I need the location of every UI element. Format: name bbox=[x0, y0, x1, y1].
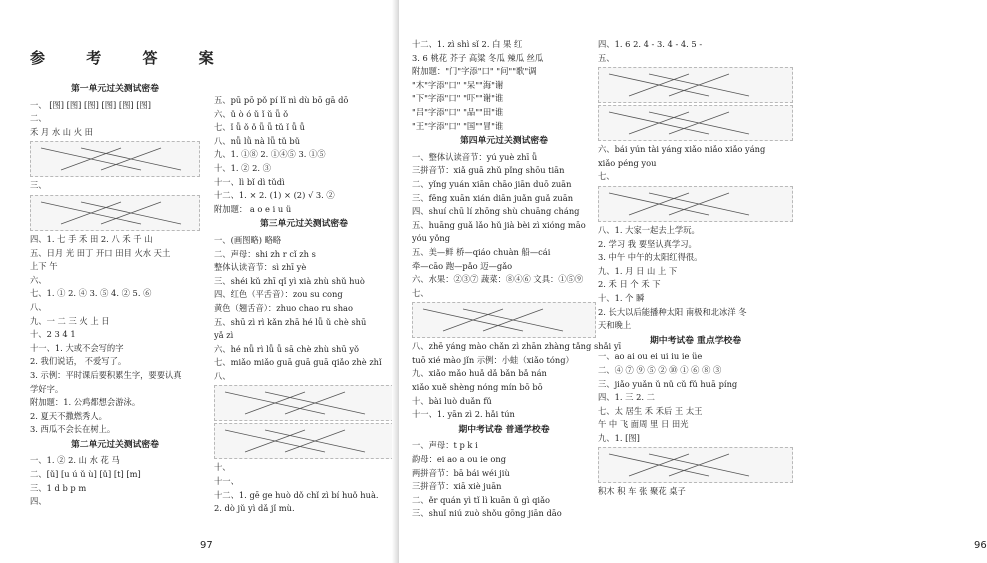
answer-line: 2. 长大以后能播种太阳 南极和北冰洋 冬 bbox=[598, 306, 747, 317]
answer-line: 天和晚上 bbox=[598, 320, 632, 331]
answer-line: xiǎo péng you bbox=[598, 157, 657, 168]
answer-line: 上下 午 bbox=[30, 261, 58, 272]
answer-line: 五、shū zì rì kǎn zhā hé lǚ ǔ chè shū bbox=[214, 316, 367, 327]
left-column-2 bbox=[214, 94, 394, 516]
answer-line: 韵母：ei ao a ou ie ong bbox=[412, 454, 507, 465]
answer-line: 十一、 bbox=[214, 476, 239, 487]
answer-line: 2. 学习 我 要坚认真学习。 bbox=[598, 238, 697, 249]
figure-lines bbox=[31, 142, 199, 176]
answer-line: 附加题：1. 公鸡都想会游泳。 bbox=[30, 397, 141, 408]
answer-line: 2. 禾 日 个 禾 下 bbox=[598, 279, 661, 290]
matching-line bbox=[669, 112, 729, 134]
answer-line: 三、 bbox=[30, 180, 47, 191]
answer-line: 三、1 d b p m bbox=[30, 482, 87, 493]
right-column-2 bbox=[598, 38, 793, 499]
matching-line bbox=[669, 193, 729, 215]
answer-line: 二、[ǔ] [u ú ǔ ù] [ǔ] [t] [m] bbox=[30, 469, 141, 480]
answer-line: 午 中 飞 面周 里 日 田光 bbox=[598, 419, 689, 430]
answer-line: 十、1. 个 瞬 bbox=[598, 292, 645, 303]
answer-line: 一、声母：t p k i bbox=[412, 440, 478, 451]
answer-line: 2. 夏天不撒燃秀人。 bbox=[30, 410, 107, 421]
answer-line: 四、1. 七 手 禾 田 2. 八 禾 千 山 bbox=[30, 233, 153, 244]
answer-line: 七、 bbox=[598, 171, 615, 182]
answer-line: 七、 bbox=[412, 287, 429, 298]
matching-line bbox=[245, 392, 305, 414]
matching-line bbox=[629, 112, 689, 134]
answer-line: 五、huāng guǎ lǎo hǔ jià bèi zì xióng māo bbox=[412, 219, 586, 230]
answer-line: 十、 bbox=[214, 462, 231, 473]
matching-line bbox=[629, 454, 689, 476]
answer-line: 两拼音节：bā bái wéi jiù bbox=[412, 467, 510, 478]
section-heading: 期中考试卷 普通学校卷 bbox=[458, 424, 550, 435]
answer-line: 十一、1. 大或不会写的字 bbox=[30, 342, 124, 353]
answer-line: 四、1. 6 2. 4 - 3. 4 - 4. 5 - bbox=[598, 39, 703, 49]
answer-line: 四、 bbox=[30, 496, 47, 507]
answer-line: 二、ěr quán yì tǐ lì kuān ǔ gì qiǎo bbox=[412, 494, 551, 505]
answer-figure bbox=[598, 447, 793, 483]
matching-line bbox=[101, 148, 161, 170]
answer-line: 附加题： a o e i u ü bbox=[214, 203, 292, 214]
page-number-right: 96 bbox=[974, 540, 987, 551]
figure-lines bbox=[215, 424, 393, 458]
answer-line: 六、ǔ ò ó ǔ ǐ ǔ ǚ ǒ bbox=[214, 108, 289, 119]
figure-lines bbox=[413, 303, 595, 337]
figure-lines bbox=[599, 448, 792, 482]
answer-line: 二、④ ⑦ ⑨ ⑤ ② ⑩ ① ⑥ ⑧ ③ bbox=[598, 364, 722, 375]
figure-lines bbox=[599, 106, 792, 140]
answer-line: "王"字添"口" "国""冒"谁 bbox=[412, 120, 504, 131]
matching-line bbox=[285, 430, 345, 452]
answer-line: yóu yǒng bbox=[412, 233, 451, 244]
matching-line bbox=[61, 148, 121, 170]
section-heading: 期中考试卷 重点学校卷 bbox=[649, 335, 742, 346]
col2-content bbox=[214, 94, 394, 516]
answer-line: 五、 bbox=[598, 52, 615, 63]
answer-line: 六、hé nǚ rì lǚ ǚ sā chè zhù shū yǒ bbox=[214, 343, 360, 354]
answer-line: 3. 6 桃花 芥子 高粱 冬瓜 辣瓜 丝瓜 bbox=[412, 52, 544, 63]
answer-figure bbox=[412, 302, 596, 338]
figure-lines bbox=[215, 386, 393, 420]
answer-line: yǎ zì bbox=[214, 330, 234, 341]
answer-line: 三、shuǐ niú zuò shǒu gōng jiān dāo bbox=[412, 508, 562, 519]
answer-line: 十一、1. yān zì 2. hǎi tún bbox=[412, 409, 515, 420]
answer-line: 十、1. ② 2. ③ bbox=[214, 162, 271, 173]
answer-line: 一、 [图] [图] [图] [图] [图] [图] bbox=[30, 99, 152, 110]
answer-line: 八、zhē yáng mào chǎn zì zhān zhàng tǎng shǎi yī bbox=[412, 341, 622, 352]
answer-line: 八、 bbox=[214, 370, 231, 381]
answer-line: 一、1. ② 2. 山 水 花 马 bbox=[30, 455, 120, 466]
answer-line: 七、ǐ ǚ ǒ ǒ ǚ ǚ tǔ ǐ ǚ ǚ bbox=[214, 122, 306, 133]
answer-line: 十一、lì bǐ dì tǔdì bbox=[214, 176, 285, 187]
matching-line bbox=[629, 193, 689, 215]
answer-key-title: 参 考 答 案 bbox=[30, 49, 232, 67]
matching-line bbox=[443, 309, 503, 331]
answer-line: 2. 我们说话， 不爱写了。 bbox=[30, 356, 127, 367]
answer-line: 牵—cāo 跑—pǎo 迈—gǎo bbox=[412, 260, 513, 271]
answer-line: 九、1. 月 日 山 上 下 bbox=[598, 265, 678, 276]
answer-line: 八、 bbox=[30, 301, 47, 312]
answer-line: 七、miǎo miǎo guā guā guā qiǎo zhè zhǐ bbox=[214, 357, 382, 368]
col4-content bbox=[598, 38, 793, 499]
matching-line bbox=[669, 74, 729, 96]
answer-line: 黄色（翘舌音）：zhuo chao ru shao bbox=[214, 302, 353, 313]
answer-line: 四、红色（平舌音）：zou su cong bbox=[214, 289, 343, 300]
matching-line bbox=[629, 74, 689, 96]
matching-line bbox=[285, 392, 345, 414]
answer-line: 三、jiǎo yuǎn ǔ nǔ cǔ fǔ huā píng bbox=[598, 378, 738, 389]
answer-line: 三拼音节：xiǎ guā zhǔ pǐng shōu tiān bbox=[412, 165, 565, 176]
answer-line: 六、 bbox=[30, 274, 47, 285]
answer-line: 十、2 3 4 1 bbox=[30, 329, 76, 340]
answer-figure bbox=[598, 67, 793, 103]
answer-line: 禾 月 水 山 火 田 bbox=[30, 126, 93, 137]
answer-line: 2. dò jǔ yì dǎ jǐ mù. bbox=[214, 503, 295, 514]
matching-line bbox=[101, 202, 161, 224]
page-number-left: 97 bbox=[200, 540, 213, 551]
answer-line: 3. 西瓜不会长在树上。 bbox=[30, 424, 116, 435]
answer-line: 五、日月 光 田丁 开口 田目 火水 天土 bbox=[30, 247, 171, 258]
answer-line: 学好字。 bbox=[30, 383, 64, 394]
answer-line: 九、一 二 三 火 上 日 bbox=[30, 315, 110, 326]
answer-line: 六、水果：②③⑦ 蔬菜：⑧④⑥ 文具：①⑤⑨ bbox=[412, 274, 584, 285]
right-page bbox=[398, 0, 987, 563]
answer-line: 六、bái yún tài yáng xiǎo niǎo xiǎo yáng bbox=[598, 144, 766, 155]
answer-line: 八、1. 大家一起去上学玩。 bbox=[598, 224, 700, 235]
answer-line: "下"字添"口" "吓""谢"谁 bbox=[412, 93, 504, 104]
section-heading: 第四单元过关测试密卷 bbox=[460, 136, 548, 147]
section-heading: 第二单元过关测试密卷 bbox=[71, 439, 159, 450]
answer-line: 十二、1. gē ge huò dǒ chǐ zì bí huǒ huà. bbox=[214, 489, 379, 500]
answer-figure bbox=[598, 105, 793, 141]
section-heading: 第一单元过关测试密卷 bbox=[71, 84, 159, 94]
answer-line: 十二、1. zì shì sǐ 2. 白 果 红 bbox=[412, 39, 523, 49]
answer-line: 七、太 居生 禾 禾后 王 太王 bbox=[598, 405, 703, 416]
answer-line: 整体认读音节：sì zhī yè bbox=[214, 262, 307, 273]
answer-line: 二、 bbox=[30, 113, 47, 124]
answer-line: 一、整体认读音节：yú yuè zhī ǚ bbox=[412, 151, 538, 162]
answer-line: 五、pū pō pǒ pí lǐ nì dù bō gā dō bbox=[214, 95, 349, 105]
answer-line: 八、nǚ lǜ nà lǚ tǔ bǔ bbox=[214, 135, 301, 146]
answer-figure bbox=[30, 141, 200, 177]
matching-line bbox=[61, 202, 121, 224]
answer-line: 二、声母：shi zh r cǐ zh s bbox=[214, 248, 316, 259]
figure-lines bbox=[599, 68, 792, 102]
answer-line: 十、bài luò duǎn fǔ bbox=[412, 395, 492, 406]
answer-line: "木"字添"口" "呆""海"谢 bbox=[412, 79, 504, 90]
answer-line: 四、shuí chū lí zhōng shù chuāng cháng bbox=[412, 206, 580, 217]
answer-line: 一、(画图略) 略略 bbox=[214, 234, 282, 245]
answer-line: 三拼音节：xiā xiè juān bbox=[412, 481, 502, 492]
answer-line: 九、1. [图] bbox=[598, 432, 640, 443]
answer-line: 3. 示例：平时课后要积累生字，要要认真 bbox=[30, 369, 182, 380]
matching-line bbox=[245, 430, 305, 452]
answer-line: 九、1. ①⑧ 2. ①④⑤ 3. ①⑤ bbox=[214, 149, 326, 160]
answer-figure bbox=[214, 423, 394, 459]
answer-figure bbox=[30, 195, 200, 231]
answer-line: 二、yǐng yuán xiān chāo jiān duō zuān bbox=[412, 178, 572, 189]
answer-line: 四、1. 三 2. 二 bbox=[598, 392, 655, 403]
answer-line: 积木 积 车 张 聚花 桌子 bbox=[598, 486, 686, 497]
answer-line: 3. 中午 中午的太阳红得很。 bbox=[598, 252, 703, 263]
answer-line: 九、xiǎo mǎo huǎ dǎ bǎn bǎ nán bbox=[412, 368, 547, 379]
answer-line: 三、fēng xuān xián diān juǎn guǎ zuān bbox=[412, 192, 574, 203]
answer-line: 三、shéi kǔ zhī qǐ yì xià zhù shǔ huò bbox=[214, 275, 365, 286]
answer-figure bbox=[214, 385, 394, 421]
col1-content bbox=[30, 83, 200, 509]
figure-lines bbox=[599, 187, 792, 221]
answer-line: tuō xié mào jǐn 示例：小蛙（xiǎo tóng） bbox=[412, 354, 574, 365]
answer-line: "吕"字添"口" "品""田"谁 bbox=[412, 106, 504, 117]
answer-line: 一、ao ai ou ei ui iu ie üe bbox=[598, 351, 703, 362]
left-page bbox=[0, 0, 399, 563]
answer-line: xiǎo xuě shèng nóng mín bō bō bbox=[412, 382, 543, 393]
answer-line: 五、美—鲜 桥—qiáo chuàn 船—cái bbox=[412, 246, 551, 257]
answer-line: 附加题："门"字添"口" "问""歌"调 bbox=[412, 66, 537, 77]
answer-figure bbox=[598, 186, 793, 222]
section-heading: 第三单元过关测试密卷 bbox=[260, 219, 348, 230]
figure-lines bbox=[31, 196, 199, 230]
answer-line: 十二、1. × 2. (1) × (2) √ 3. ② bbox=[214, 190, 335, 201]
matching-line bbox=[483, 309, 543, 331]
matching-line bbox=[669, 454, 729, 476]
answer-line: 七、1. ① 2. ④ 3. ⑤ 4. ② 5. ⑥ bbox=[30, 288, 152, 299]
